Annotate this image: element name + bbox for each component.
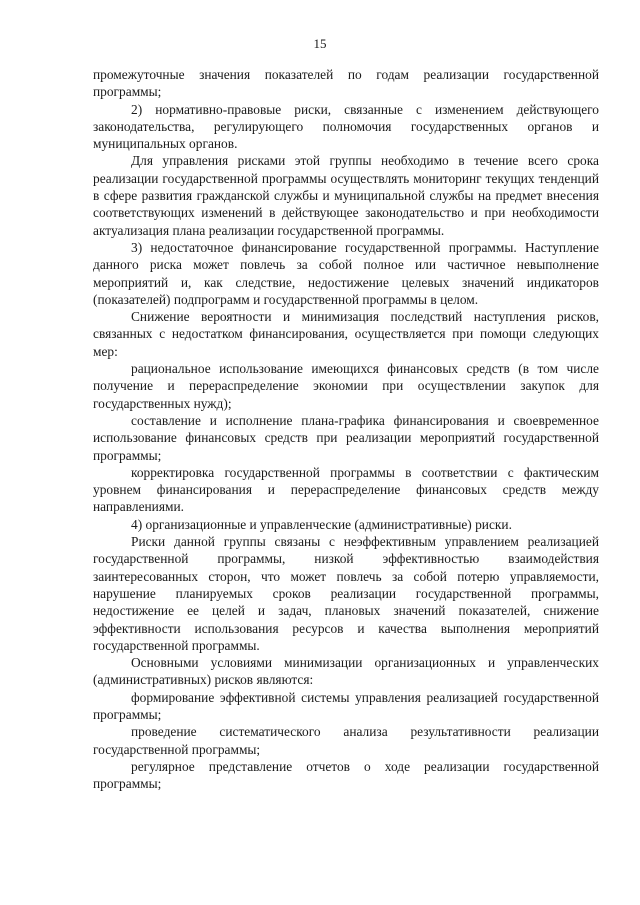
paragraph-financing-risk: 3) недостаточное финансирование государственной программы. Наступление данного риска может повлечь за собой полное или частичное невыполнение мероприятий и, как следствие, недостижение целевых значений индикаторов (показателей) подпрограмм и государственной программы в целом. bbox=[93, 239, 599, 307]
paragraph-condition-management-system: формирование эффективной системы управления реализацией государственной программы; bbox=[93, 689, 599, 722]
paragraph-measure-schedule: составление и исполнение плана-графика финансирования и своевременное использование финансовых средств при реализации мероприятий государственной программы; bbox=[93, 412, 599, 463]
paragraph-organizational-risks-description: Риски данной группы связаны с неэффективным управлением реализацией государственной программы, низкой эффективностью взаимодействия заинтересованных сторон, что может повлечь за собой потерю управляемости, нарушение планируемых сроков реализации государственной программы, недостижение ее целей и задач, плановых значений показателей, снижение эффективности использования ресурсов и качества выполнения мероприятий государственной программы. bbox=[93, 534, 599, 653]
paragraph-organizational-risks: 4) организационные и управленческие (административные) риски. bbox=[131, 516, 512, 532]
paragraph-minimization-conditions: Основными условиями минимизации организационных и управленческих (административных) рисков являются: bbox=[93, 655, 599, 688]
paragraph-measure-rational-use: рациональное использование имеющихся финансовых средств (в том числе получение и перераспределение экономии при осуществлении закупок для государственных нужд); bbox=[93, 361, 599, 411]
page-number: 15 bbox=[313, 36, 327, 51]
paragraph-legal-risks: 2) нормативно-правовые риски, связанные с изменением действующего законодательства, регулирующего полномочия государственных органов и муниципальных органов. bbox=[93, 101, 599, 152]
paragraph-condition-analysis: проведение систематического анализа результативности реализации государственной программы; bbox=[93, 724, 599, 757]
paragraph-condition-reports: регулярное представление отчетов о ходе реализации государственной программы; bbox=[93, 758, 599, 792]
paragraph-legal-risks-management: Для управления рисками этой группы необходимо в течение всего срока реализации государственной программы осуществлять мониторинг текущих тенденций в сфере развития гражданской службы и муниципальной службы на предмет внесения соответствующих изменений в действующее законодательство и при необходимости актуализация плана реализации государственной программы. bbox=[93, 153, 599, 238]
paragraph-measure-adjustment: корректировка государственной программы в соответствии с фактическим уровнем финансирования и перераспределение финансовых средств между направлениями. bbox=[93, 464, 599, 515]
paragraph-financing-risk-measures: Снижение вероятности и минимизация последствий наступления рисков, связанных с недостатком финансирования, осуществляется при помощи следующих мер: bbox=[93, 309, 599, 359]
document-body bbox=[93, 66, 599, 792]
paragraph-continuation: промежуточные значения показателей по годам реализации государственной программы; bbox=[93, 67, 599, 100]
